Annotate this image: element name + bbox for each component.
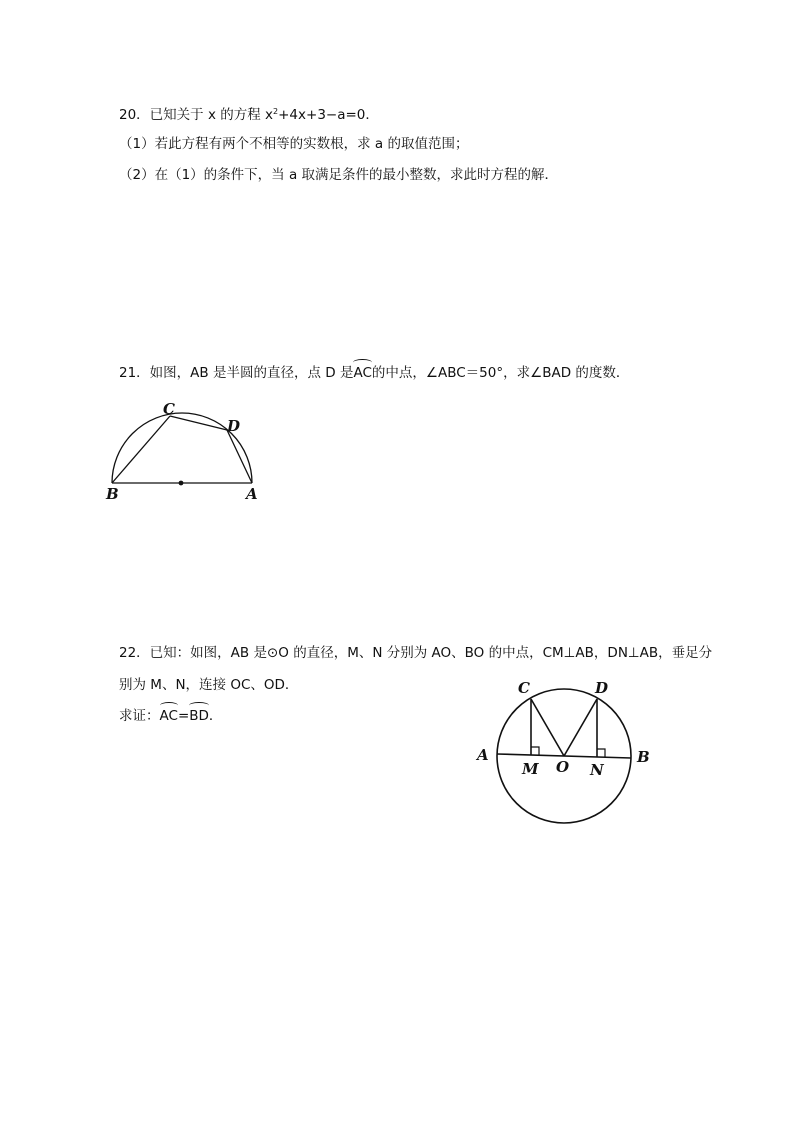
q22-right-angle-m	[531, 747, 539, 755]
q20-part1: （1）若此方程有两个不相等的实数根，求 a 的取值范围；	[119, 136, 469, 152]
q21-label-c: C	[163, 400, 175, 418]
q22-segment-od	[564, 699, 597, 756]
q22-arc-ac: AC	[159, 708, 178, 724]
q22-line1: 22．已知：如图，AB 是⊙O 的直径，M、N 分别为 AO、BO 的中点，CM⊥AB，DN⊥AB，垂足分	[119, 645, 713, 661]
q22-circle	[497, 689, 631, 823]
q21-text	[119, 364, 629, 382]
q20-exponent: 2	[273, 107, 279, 116]
q22-arc-bd: BD	[189, 708, 209, 724]
q21-segment-bc	[112, 416, 170, 483]
q22-prove-label: 求证：	[119, 708, 160, 724]
q22-label-n: N	[590, 761, 604, 779]
q22-line2: 别为 M、N，连接 OC、OD．	[119, 677, 299, 693]
q21-segment-cd	[170, 416, 227, 430]
q21-label-d: D	[227, 417, 241, 435]
q20-part2: （2）在（1）的条件下，当 a 取满足条件的最小整数，求此时方程的解．	[119, 167, 559, 183]
q22-prove	[119, 707, 222, 725]
q22-segment-oc	[531, 699, 564, 756]
q21-center-dot	[179, 481, 184, 486]
q20-title	[119, 103, 379, 124]
q20-title-text-a: 20．已知关于 x 的方程 x	[119, 107, 274, 123]
q22-right-angle-n	[597, 749, 605, 757]
q22-label-c: C	[518, 679, 530, 697]
q21-text-a: 21．如图，AB 是半圆的直径，点 D 是	[119, 365, 354, 381]
q22-diameter-ab	[497, 754, 631, 758]
q21-text-b: 的中点，∠ABC＝50°，求∠BAD 的度数．	[371, 365, 630, 381]
q21-semicircle-arc	[112, 413, 252, 483]
q20-title-text-b: +4x+3−a=0．	[278, 107, 379, 123]
q22-label-d: D	[595, 679, 609, 697]
q22-equals: =	[177, 708, 190, 724]
q21-label-b: B	[106, 485, 119, 503]
q22-label-b: B	[637, 748, 650, 766]
q21-arc-ac: AC	[353, 365, 372, 381]
q21-label-a: A	[246, 485, 258, 503]
q21-segment-da	[227, 430, 252, 483]
q22-label-a: A	[477, 746, 489, 764]
q22-label-m: M	[522, 760, 539, 778]
q22-prove-end: ．	[208, 708, 223, 724]
q22-label-o: O	[556, 758, 570, 776]
